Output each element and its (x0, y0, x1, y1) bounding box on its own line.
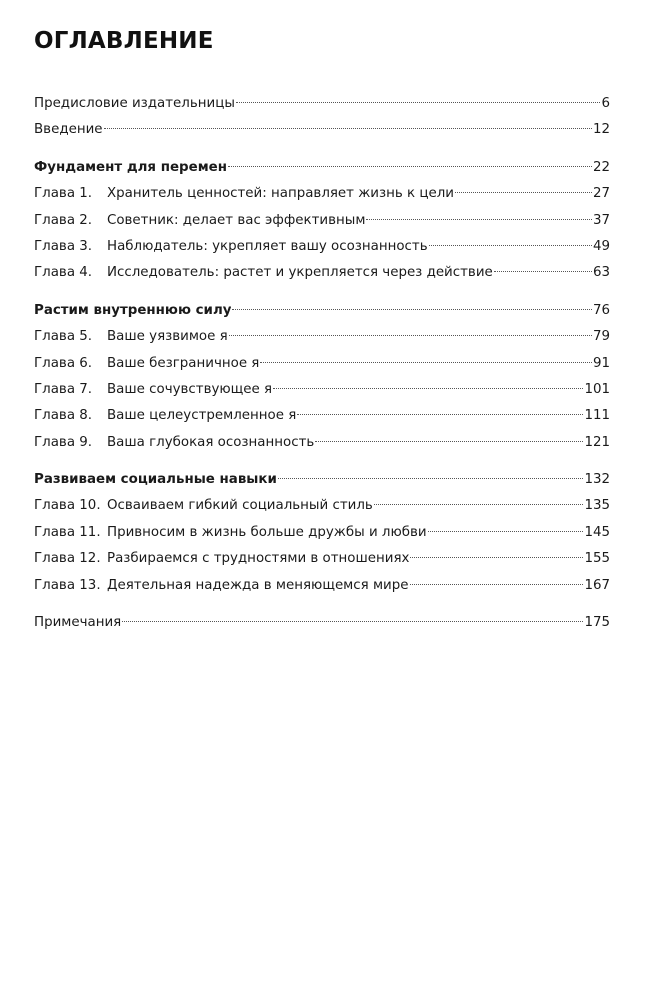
toc-chapter-entry (34, 573, 610, 599)
page-number: 111 (584, 408, 610, 424)
chapter-number: Глава 12. (34, 551, 101, 567)
entry-title: Ваше уязвимое я (107, 329, 228, 345)
toc-part-heading (34, 467, 610, 493)
dot-leader (236, 102, 601, 103)
entry-title: Осваиваем гибкий социальный стиль (107, 498, 373, 514)
entry-title: Ваше безграничное я (107, 355, 260, 371)
page-number: 145 (584, 524, 610, 540)
toc-entry (34, 610, 610, 636)
entry-title: Советник: делает вас эффективным (107, 212, 366, 228)
chapter-number: Глава 6. (34, 355, 93, 371)
entry-title: Фундамент для перемен (34, 159, 227, 175)
toc-chapter-entry (34, 260, 610, 286)
entry-title: Развиваем социальные навыки (34, 472, 277, 488)
entry-title: Ваша глубокая осознанность (107, 434, 315, 450)
page-number: 175 (584, 615, 610, 631)
toc-chapter-entry (34, 377, 610, 403)
page-number: 63 (592, 265, 610, 281)
toc-part-heading (34, 298, 610, 324)
page-number: 37 (592, 212, 610, 228)
dot-leader (429, 245, 592, 246)
page-number: 12 (592, 122, 610, 138)
chapter-number: Глава 5. (34, 329, 93, 345)
chapter-number: Глава 4. (34, 265, 93, 281)
page-number: 6 (601, 96, 610, 111)
dot-leader (455, 192, 592, 193)
dot-leader (494, 271, 592, 272)
toc-chapter-entry (34, 520, 610, 546)
chapter-number: Глава 9. (34, 434, 93, 450)
entry-title: Предисловие издательницы (34, 96, 235, 111)
page-number: 155 (584, 551, 610, 567)
toc-chapter-entry (34, 324, 610, 350)
chapter-number: Глава 7. (34, 381, 93, 397)
entry-title: Разбираемся с трудностями в отношениях (107, 551, 410, 567)
toc-entry (34, 117, 610, 143)
entry-title: Растим внутреннюю силу (34, 302, 232, 318)
page-number: 135 (584, 498, 610, 514)
toc-chapter-entry (34, 351, 610, 377)
chapter-number: Глава 11. (34, 524, 101, 540)
page-number: 79 (592, 329, 610, 345)
toc-chapter-entry (34, 430, 610, 456)
page-number: 22 (592, 159, 610, 175)
dot-leader (428, 531, 584, 532)
dot-leader (297, 414, 583, 415)
dot-leader (122, 621, 583, 622)
page-number: 91 (592, 355, 610, 371)
page-number: 132 (584, 472, 610, 488)
dot-leader (278, 478, 584, 479)
toc-entry (34, 91, 610, 117)
toc-part-heading (34, 155, 610, 181)
page-number: 27 (592, 186, 610, 202)
page-number: 76 (592, 302, 610, 318)
entry-title: Примечания (34, 615, 122, 631)
entry-title: Ваше целеустремленное я (107, 408, 297, 424)
dot-leader (315, 441, 583, 442)
dot-leader (104, 128, 592, 129)
entry-title: Исследователь: растет и укрепляется через действие (107, 265, 493, 281)
page-number: 101 (584, 381, 610, 397)
toc-chapter-entry (34, 181, 610, 207)
page-number: 121 (584, 434, 610, 450)
dot-leader (260, 362, 592, 363)
toc-chapter-entry (34, 403, 610, 429)
chapter-number: Глава 13. (34, 577, 101, 593)
chapter-number: Глава 1. (34, 186, 93, 202)
page-number: 49 (592, 238, 610, 254)
toc-chapter-entry (34, 546, 610, 572)
page-title: ОГЛАВЛЕНИЕ (34, 28, 214, 54)
dot-leader (229, 335, 592, 336)
entry-title: Привносим в жизнь больше дружбы и любви (107, 524, 427, 540)
entry-title: Хранитель ценностей: направляет жизнь к цели (107, 186, 454, 202)
entry-title: Ваше сочувствующее я (107, 381, 273, 397)
table-of-contents (34, 91, 610, 636)
dot-leader (410, 584, 584, 585)
dot-leader (374, 504, 584, 505)
dot-leader (366, 219, 591, 220)
entry-title: Деятельная надежда в меняющемся мире (107, 577, 409, 593)
page-number: 167 (584, 577, 610, 593)
entry-title: Наблюдатель: укрепляет вашу осознанность (107, 238, 428, 254)
dot-leader (232, 309, 591, 310)
toc-chapter-entry (34, 234, 610, 260)
chapter-number: Глава 2. (34, 212, 93, 228)
dot-leader (410, 557, 583, 558)
chapter-number: Глава 8. (34, 408, 93, 424)
chapter-number: Глава 10. (34, 498, 101, 514)
entry-title: Введение (34, 122, 103, 138)
toc-chapter-entry (34, 208, 610, 234)
toc-chapter-entry (34, 493, 610, 519)
dot-leader (228, 166, 592, 167)
chapter-number: Глава 3. (34, 238, 93, 254)
dot-leader (273, 388, 583, 389)
